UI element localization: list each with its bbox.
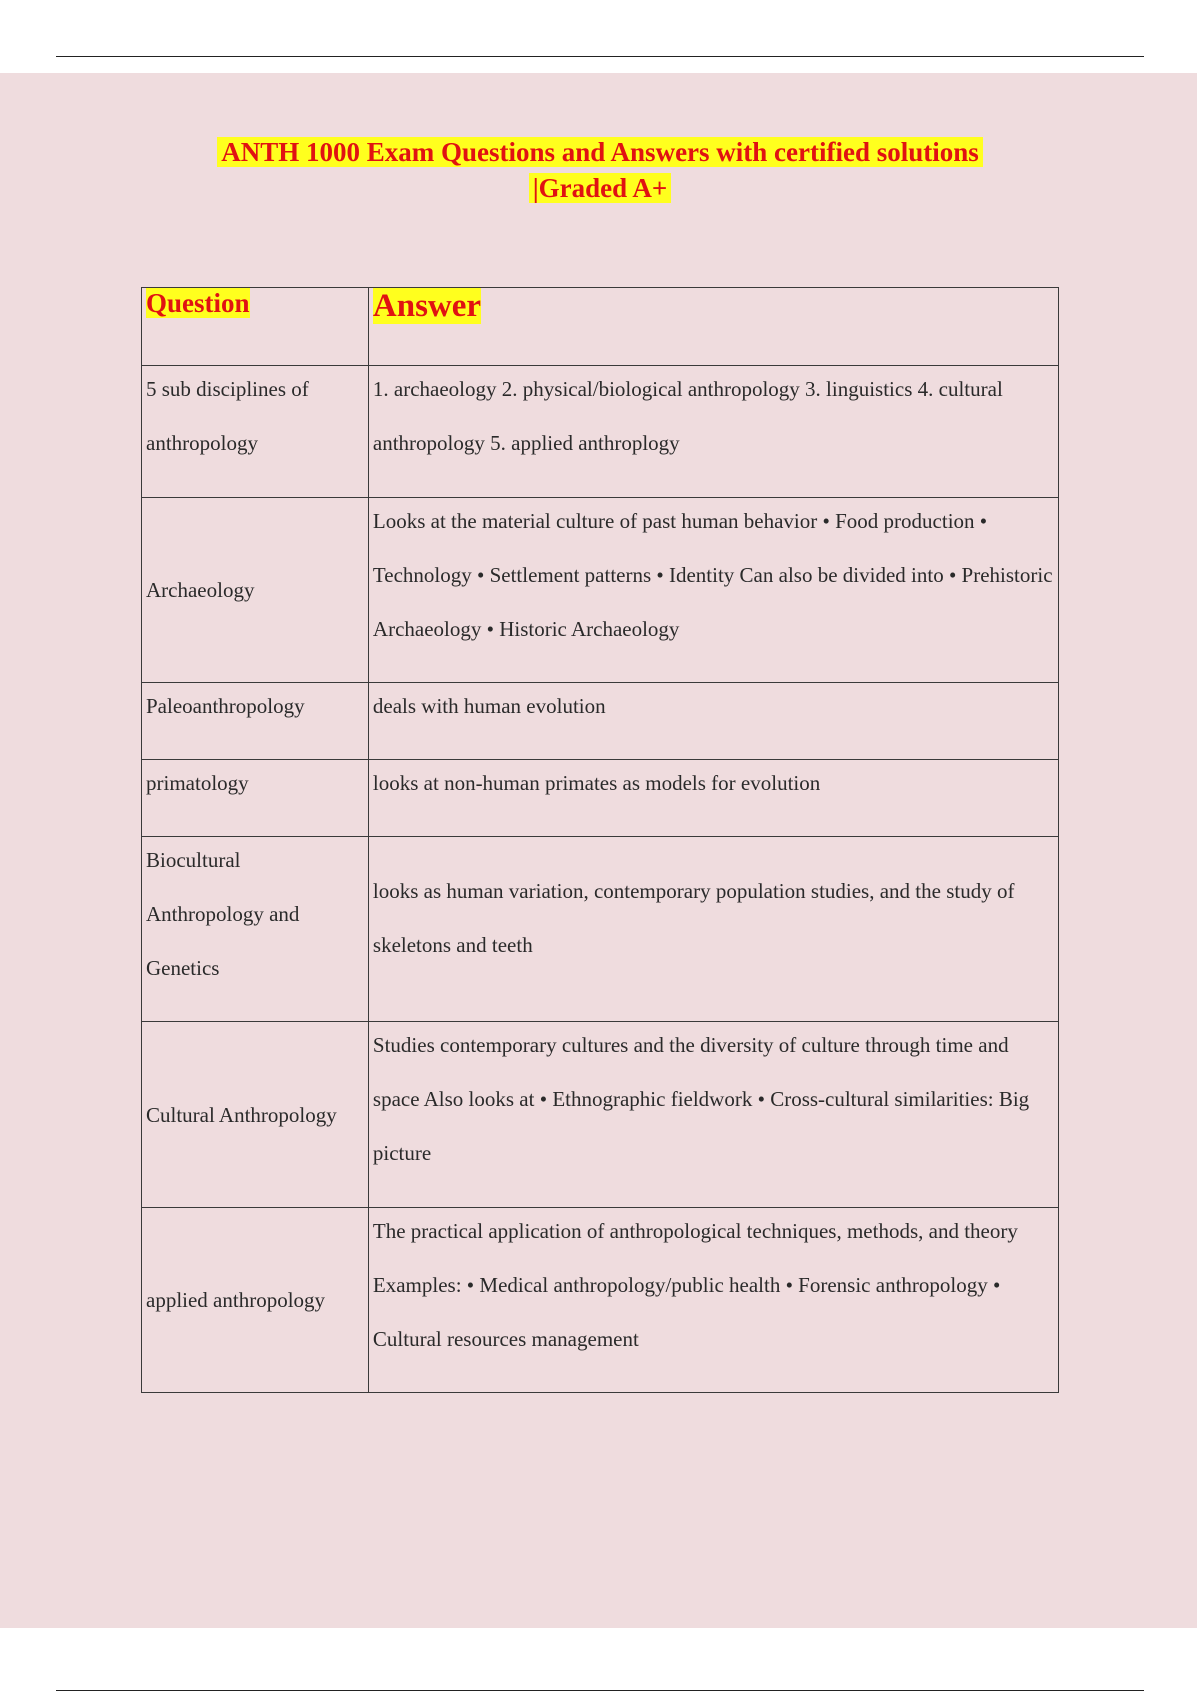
answer-text: 1. archaeology 2. physical/biological anthropology 3. linguistics 4. cultural anthropology 5. applied anthroplogy: [372, 377, 1003, 455]
header-question: Question: [146, 288, 250, 318]
question-cell: [142, 760, 369, 837]
table-header-row: [142, 288, 1059, 366]
table-row: [142, 366, 1059, 498]
header-answer-cell: [368, 288, 1058, 366]
answer-text: looks as human variation, contemporary population studies, and the study of skeletons and teeth: [372, 879, 1015, 957]
answer-cell: [368, 683, 1058, 760]
bottom-rule: [56, 1690, 1144, 1691]
answer-text: looks at non-human primates as models for evolution: [372, 771, 821, 795]
table-row: [142, 683, 1059, 760]
answer-cell: [368, 498, 1058, 683]
header-answer: Answer: [372, 288, 482, 324]
header-question-cell: [142, 288, 369, 366]
title-line-2: |Graded A+: [529, 173, 672, 203]
table-row: [142, 498, 1059, 683]
answer-cell: [368, 1208, 1058, 1393]
answer-cell: [368, 837, 1058, 1022]
answer-cell: [368, 366, 1058, 498]
answer-text: Studies contemporary cultures and the diversity of culture through time and space Also looks at • Ethnographic fieldwork • Cross-cultural similarities: Big picture: [372, 1033, 1030, 1165]
qa-table: [141, 287, 1059, 1393]
question-text: Archaeology: [146, 578, 255, 602]
table-row: [142, 760, 1059, 837]
table-row: [142, 1208, 1059, 1393]
answer-text: deals with human evolution: [372, 694, 606, 718]
question-text: Paleoanthropology: [146, 694, 305, 718]
question-cell: [142, 683, 369, 760]
question-text: Biocultural Anthropology and Genetics: [146, 848, 300, 980]
top-rule: [56, 56, 1144, 57]
table-row: [142, 1022, 1059, 1208]
question-text: applied anthropology: [146, 1288, 326, 1312]
question-text: Cultural Anthropology: [146, 1102, 337, 1127]
table-row: [142, 837, 1059, 1022]
question-cell: [142, 1022, 369, 1208]
answer-text: Looks at the material culture of past human behavior • Food production • Technology • Settlement patterns • Identity Can also be divided into • Prehistoric Archaeology • Historic Archaeology: [372, 509, 1053, 641]
answer-cell: [368, 760, 1058, 837]
answer-text: The practical application of anthropological techniques, methods, and theory Examples: • Medical anthropology/public health • Forensic anthropology • Cultural resources management: [372, 1219, 1018, 1351]
answer-cell: [368, 1022, 1058, 1208]
question-text: primatology: [146, 771, 249, 795]
question-cell: [142, 837, 369, 1022]
question-text: 5 sub disciplines of anthropology: [146, 377, 309, 455]
document-title: [120, 134, 1080, 206]
title-line-1: ANTH 1000 Exam Questions and Answers with certified solutions: [217, 137, 983, 167]
question-cell: [142, 498, 369, 683]
question-cell: [142, 366, 369, 498]
question-cell: [142, 1208, 369, 1393]
